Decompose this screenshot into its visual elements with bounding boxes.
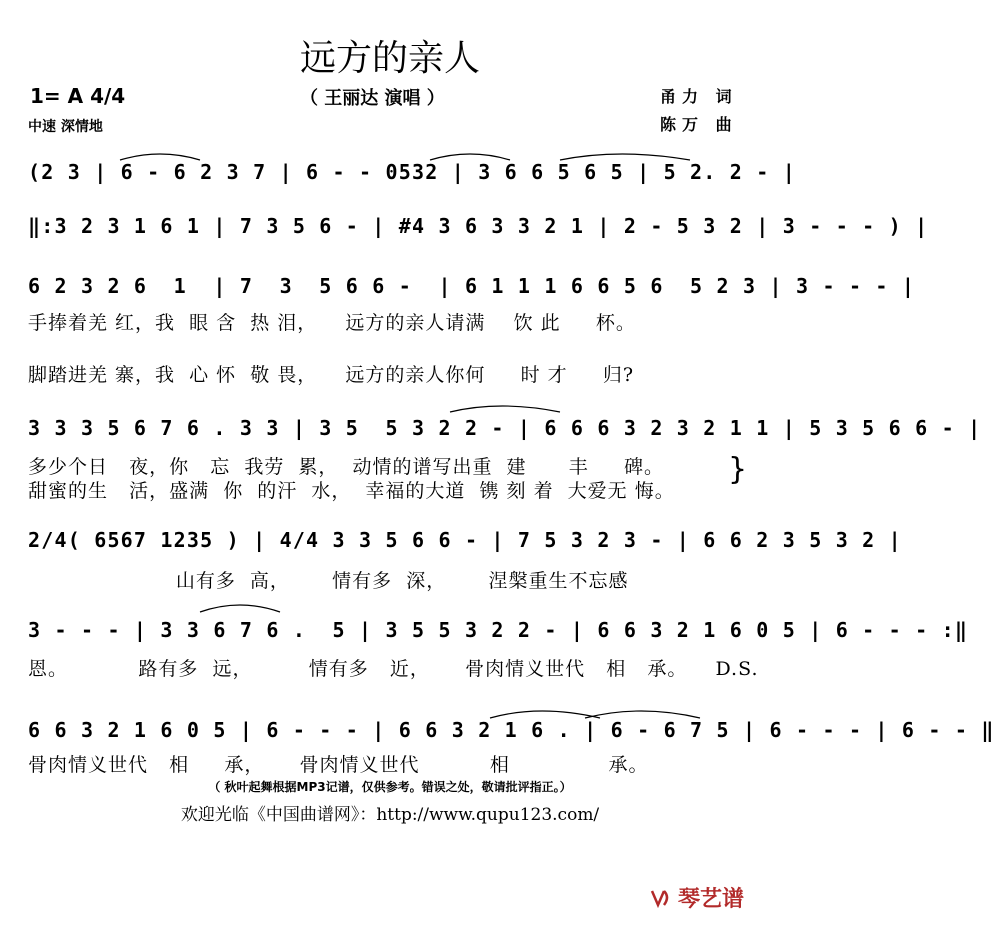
score-line-1: (2 3 | 6 - 6 2 3 7 | 6 - - 0532 | 3 6 6 5 6 5 | 5 2. 2 - | (28, 160, 796, 184)
tempo-marking: 中速 深情地 (28, 119, 103, 135)
score-line-5: 2/4( 6567 1235 ) | 4/4 3 3 5 6 6 - | 7 5 3 2 3 - | 6 6 2 3 5 3 2 | (28, 528, 902, 552)
lyric-line4: 恩。 路有多 远， 情有多 近， 骨肉情义世代 相 承。 D.S. (28, 658, 759, 680)
slur-mark (200, 605, 280, 612)
logo-text: 琴艺谱 (678, 887, 745, 912)
welcome-line: 欢迎光临《中国曲谱网》：http://www.qupu123.com/ (180, 805, 600, 825)
score-line-2: ‖:3 2 3 1 6 1 | 7 3 5 6 - | #4 3 6 3 3 2 1 | 2 - 5 3 2 | 3 - - - ) | (28, 214, 929, 238)
lyric-verse1-line2: 多少个日 夜，你 忘 我劳 累， 动情的谱写出重 建 丰 碑。 (28, 456, 664, 478)
song-title: 远方的亲人 (299, 38, 480, 79)
logo-icon (650, 887, 672, 909)
key-signature: 1= A 4/4 (30, 84, 126, 108)
slur-mark (120, 154, 200, 160)
lyric-line5: 骨肉情义世代 相 承， 骨肉情义世代 相 承。 (28, 754, 649, 776)
slur-mark (585, 711, 700, 718)
score-line-3: 6 2 3 2 6 1 | 7 3 5 6 6 - | 6 1 1 1 6 6 5 6 5 2 3 | 3 - - - | (28, 274, 916, 298)
lyric-verse1-line1: 手捧着羌 红，我 眼 含 热 泪， 远方的亲人请满 饮 此 杯。 (28, 312, 636, 334)
score-line-6: 3 - - - | 3 3 6 7 6 . 5 | 3 5 5 3 2 2 - | 6 6 3 2 1 6 0 5 | 6 - - - :‖ (28, 618, 969, 642)
lyric-line3: 山有多 高， 情有多 深， 涅槃重生不忘感 (28, 570, 629, 592)
composer-credit: 陈万 曲 (660, 115, 738, 134)
lyric-verse2-line2: 甜蜜的生 活，盛满 你 的汗 水， 幸福的大道 镌 刻 着 大爱无 悔。 (28, 480, 675, 502)
lyricist-credit: 甬力 词 (660, 87, 738, 106)
lyric-verse2-line1: 脚踏进羌 寨，我 心 怀 敬 畏， 远方的亲人你何 时 才 归? (28, 364, 635, 386)
slur-mark (490, 711, 600, 718)
score-line-7: 6 6 3 2 1 6 0 5 | 6 - - - | 6 6 3 2 1 6 . | 6 - 6 7 5 | 6 - - - | 6 - - ‖ (28, 718, 995, 742)
slur-mark (430, 154, 510, 160)
slur-mark (450, 406, 560, 412)
site-logo (650, 882, 744, 913)
score-line-4: 3 3 3 5 6 7 6 . 3 3 | 3 5 5 3 2 2 - | 6 6 6 3 2 3 2 1 1 | 5 3 5 6 6 - | (28, 416, 982, 440)
slur-mark (560, 154, 690, 160)
performer-subtitle: （ 王丽达 演唱 ） (300, 88, 445, 109)
transcription-note: （ 秋叶起舞根据MP3记谱，仅供参考。错误之处，敬请批评指正。） (208, 780, 572, 794)
verse-brace: } (728, 452, 748, 487)
